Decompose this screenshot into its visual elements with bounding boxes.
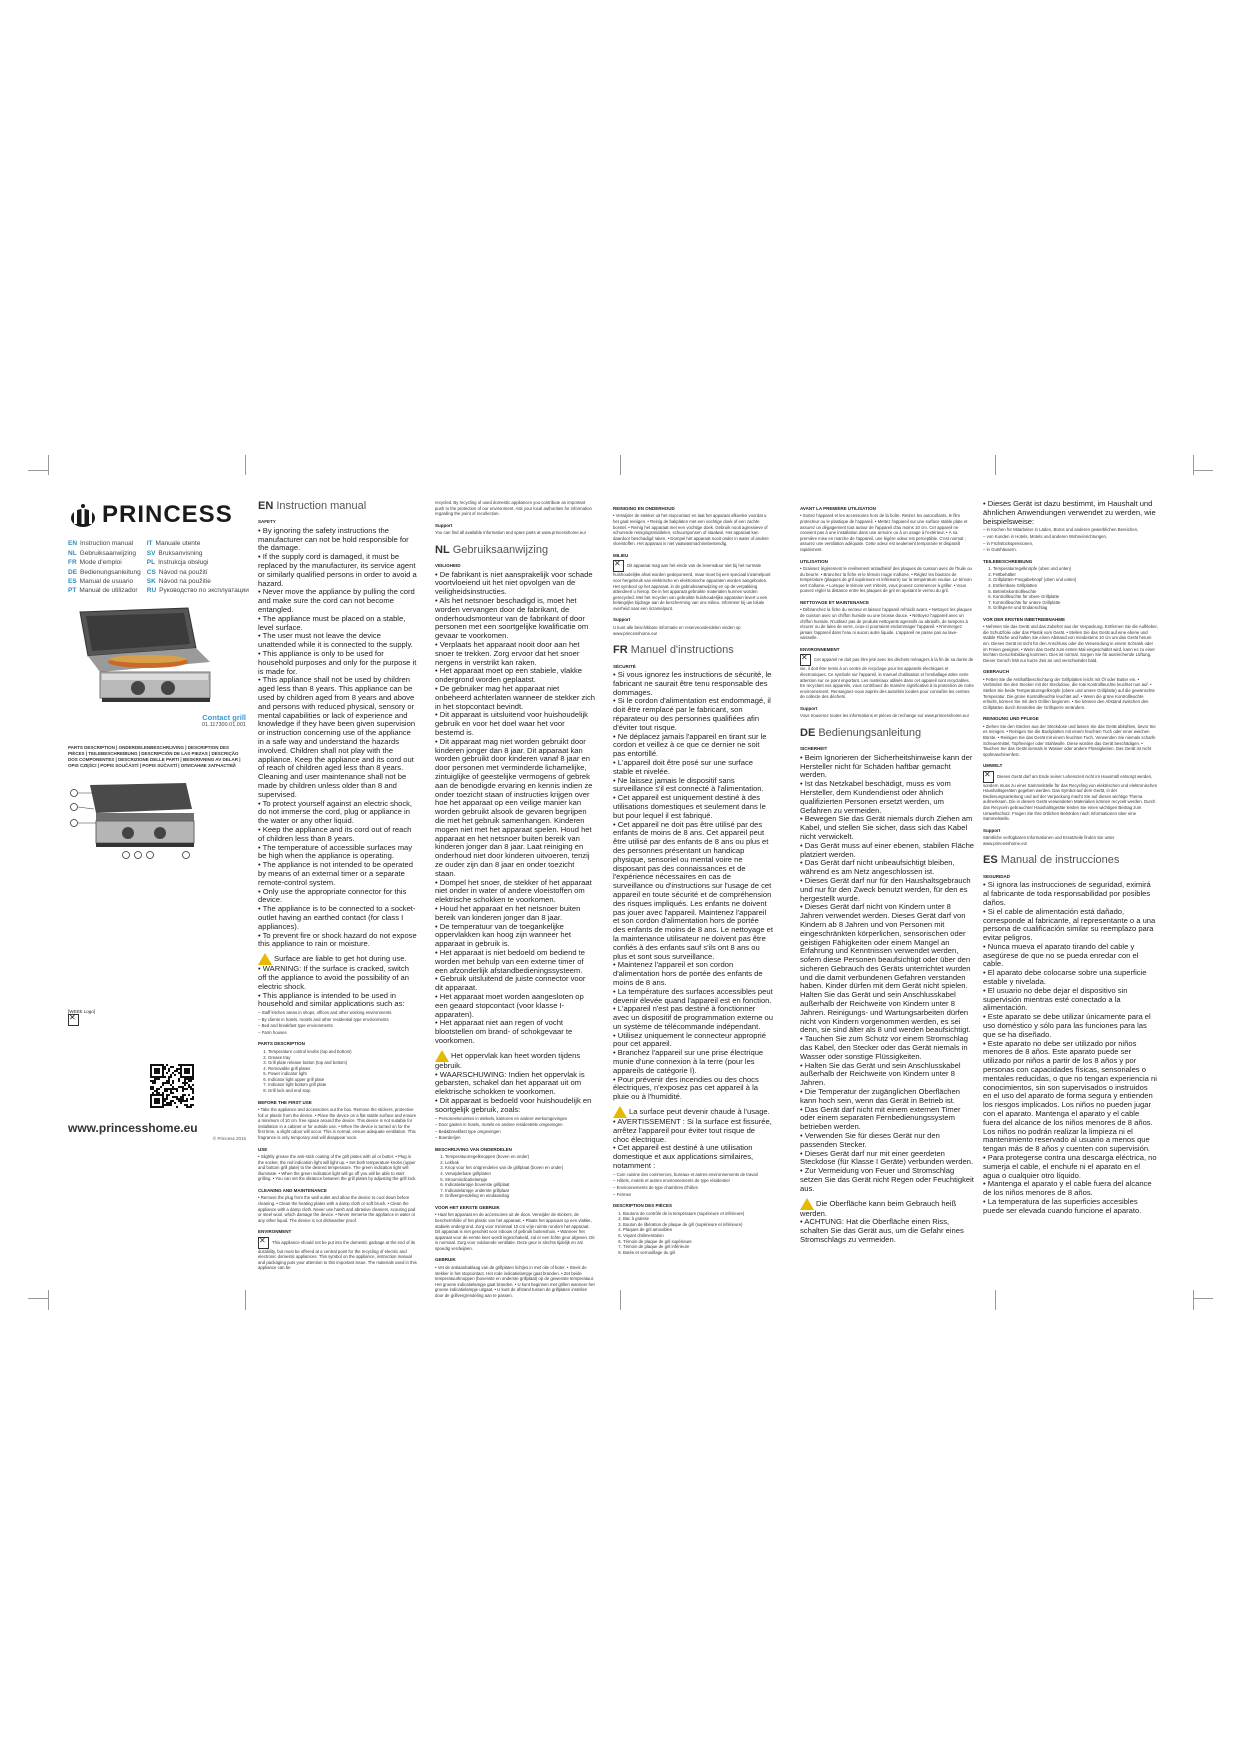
product-name: Contact grill — [202, 712, 246, 722]
de-support: Sämtliche verfügbaren Informationen und Ersatzteile finden Sie unter www.princesshome.eu! — [983, 835, 1115, 846]
en-env-cont: recycled. By recycling of used domestic appliances you contribute an important push to the protection of our environment. Ask your local authorities for information regarding the point of recollection. — [435, 500, 592, 517]
nl-use-head: GEBRUIK — [435, 1257, 456, 1263]
safety-item: • Das Gerät darf nicht mit einem externen Timer oder einem separaten Fernbedienungssystem betrieben werden. — [800, 1104, 961, 1132]
nl-env: ✕Dit apparaat mag aan het einde van de levensduur niet bij het normale huishoudelijke afval worden gedeponeerd, maar moet bij een speciaal inzamelpunt voor hergebruik van elektrische en elektronische apparaten worden aangeboden. Het symbool op het apparaat, in de gebruiksaanwijzing en op de verpakking attendeert u hierop. De in het apparaat gebruikte materialen kunnen worden gerecycled. Met het recyclen van gebruikte huishoudelijke apparaten levert u een belangrijke bijdrage aan de bescherming van ons milieu. Informeer bij uw lokale overheid naar een inzamelpunt. — [613, 560, 773, 611]
website-url[interactable]: www.princesshome.eu — [68, 1121, 198, 1136]
de-safety-head: SICHERHEIT — [800, 746, 828, 752]
language-item: NL Gebruiksaanwijzing — [68, 549, 137, 557]
de-cleaning: • Ziehen Sie den Stecker aus der Steckdose und lassen Sie das Gerät abkühlen, bevor Sie es reinigen. • Reinigen Sie die Backplatten mit einem feuchten Tuch oder einer weichen Bürste. • Reinigen Sie das Gerät mit einem feuchten Tuch. Verwenden Sie niemals scharfe Scheuermittel, Topfreiniger oder Stahlwolle. Diese würden das Gerät beschädigen. • Tauchen Sie das Gerät niemals in Wasser oder andere Flüssigkeiten. Das Gerät ist nicht spülmaschinenfest. — [983, 723, 1156, 757]
product-code: 01.117300.01.001 — [202, 721, 246, 728]
fr-support-head: Support — [800, 705, 818, 711]
safety-item: • This appliance shall not be used by children aged less than 8 years. This appliance can be used by children aged from 8 years and above and persons with reduced physical, sensory or mental capabilities or lack of experience and knowledge if they have been given supervision or instruction concerning use of the appliance in a safe way and understand the hazards involved. Children shall not play with the appliance. Keep the appliance and its cord out of reach of children aged less than 8 years. Cleaning and user maintenance shall not be made by children unless older than 8 and supervised. — [258, 675, 416, 799]
de-support-head: Support — [983, 827, 1001, 833]
part-item: 4. Plaques de gril amovibles — [623, 1227, 773, 1233]
use-item: – Door gasten in hotels, motels en andere residentiële omgevingen — [435, 1122, 563, 1128]
safety-item: • The appliance is not intended to be operated by means of an external timer or a separate remote-control system. — [258, 860, 413, 887]
fold-mark — [620, 455, 621, 475]
safety-item: • Pour prévenir des incendies ou des chocs électriques, n'exposez pas cet appareil à la pluie ou à l'humidité. — [613, 1074, 759, 1102]
weee-bin-icon — [613, 560, 624, 572]
de-env-head: UMWELT — [983, 763, 1003, 769]
fr-warning: • AVERTISSEMENT : Si la surface est fissurée, arrêtez l'appareil pour éviter tout risque de choc électrique. — [613, 1117, 772, 1144]
crop-mark — [1193, 1290, 1194, 1310]
weee-bin-icon — [983, 771, 994, 783]
safety-item: • Nunca mueva el aparato tirando del cable y asegúrese de que no se pueda enredar con el cable. — [983, 941, 1139, 969]
safety-item: • Cet appareil est uniquement destiné à des utilisations domestiques et seulement dans le but pour lequel il est fabriqué. — [613, 793, 766, 820]
brand-name: PRINCESS — [102, 501, 233, 528]
en-safety-list — [258, 527, 418, 949]
de-hot-surface: Die Oberfläche kann beim Gebrauch heiß werden. — [800, 1198, 957, 1218]
nl-cleaning: • Verwijder de stekker uit het stopcontact en laat het apparaat afkoelen voordat u het gaat reinigen. • Reinig de bakplaten met een vochtige doek of een zachte borstel. • Reinig het apparaat met een vochtige doek. Gebruik nooit agressieve of schurende reinigingsmiddelen, schuursponsen of staalwol. Het apparaat kan daardoor beschadigd raken. • Dompel het apparaat nooit onder in water of andere vloeistoffen. Het apparaat is niet vaatwasmachinebestendig. — [613, 513, 769, 547]
safety-item: • De temperatuur van de toegankelijke oppervlakken kan hoog zijn wanneer het apparaat in gebruik is. — [435, 921, 571, 949]
de-first-use-head: VOR DER ERSTEN INBETRIEBNAHME — [983, 616, 1066, 622]
nl-hot-surface: Het oppervlak kan heet worden tijdens gebruik. — [435, 1050, 581, 1070]
nl-first-use: • Haal het apparaat en de accessoires uit de doos. Verwijder de stickers, de beschermfolie of het plastic van het apparaat. • Plaats het apparaat op een vlakke, stabiele ondergrond. Zorg voor minimaal 10 cm vrije ruimte rondom het apparaat. Dit apparaat is niet geschikt voor inbouw of gebruik buitenshuis. • Wanneer het apparaat voor de eerste keer wordt ingeschakeld, zal er een lichte geur afgeven. Dit is normaal. Zorg voor voldoende ventilatie. Deze geur is slechts tijdelijk en zal spoedig verdwijnen. — [435, 1212, 595, 1251]
de-title: DE Bedienungsanleitung — [800, 726, 922, 739]
crop-mark — [1193, 470, 1213, 471]
en-use-head: USE — [258, 1146, 268, 1152]
use-item: – Bed and breakfast type environments — [258, 1023, 333, 1029]
part-item: 7. Kontrollleuchte für untere Grillplatte — [993, 600, 1158, 606]
de-intended: • Dieses Gerät ist dazu bestimmt, im Haushalt und ähnlichen Anwendungen verwendet zu werden, wie beispielsweise: — [983, 499, 1156, 526]
fr-env: ✕Cet appareil ne doit pas être jeté avec les déchets ménagers à la fin de sa durée de vie, il doit être remis à un centre de recyclage pour les appareils électriques et électroniques. Ce symbole sur l'appareil, le manuel d'utilisation et l'emballage attire votre attention sur ce point important. Les matériaux utilisés dans cet appareil sont recyclables. En recyclant vos appareils, vous contribuez de manière significative à la protection de notre environnement. Renseignez-vous auprès des autorités locales pour connaître les centres de collecte des déchets. — [800, 654, 975, 699]
en-intended: • This appliance is intended to be used in household and similar applications such as: — [258, 990, 405, 1009]
safety-item: • Het apparaat moet op een stabiele, vlakke ondergrond worden geplaatst. — [435, 666, 583, 685]
crop-mark — [28, 470, 48, 471]
safety-item: • Halten Sie das Gerät und sein Anschlusskabel außerhalb der Reichweite von Kindern unter 8 Jahren. — [800, 1060, 961, 1088]
safety-item: • Dit apparaat mag niet worden gebruikt door kinderen jonger dan 8 jaar. Dit apparaat kan worden gebruikt door kinderen vanaf 8 jaar en door personen met verminderde lichamelijke, zintuiglijke of geestelijke vermogens of gebrek aan de benodigde ervaring en kennis indien ze onder toezicht staan of instructies krijgen over hoe het apparaat op een veilige manier kan worden gebruikt alsook de gevaren begrijpen die met het gebruik samenhangen. Kinderen mogen niet met het apparaat spelen. Houd het apparaat en het netsnoer buiten bereik van kinderen jonger dan 8 jaar. Laat reiniging en onderhoud niet door kinderen uitvoeren, tenzij ze ouder zijn dan 8 jaar en onder toezicht staan. — [435, 736, 593, 878]
nl-panel — [435, 500, 595, 1298]
safety-item: • Dieses Gerät darf nicht von Kindern unter 8 Jahren verwendet werden. Dieses Gerät darf von Kindern ab 8 Jahren und von Personen mit eingeschränkten körperlichen, sensorischen oder geistigen Fähigkeiten oder einem Mangel an Erfahrung und Kenntnissen verwendet werden, sofern diese Personen beaufsichtigt oder über den sicheren Gebrauch des Geräts unterrichtet wurden und die damit verbundenen Gefahren verstanden haben. Kinder dürfen mit dem Gerät nicht spielen. Halten Sie das Gerät und sein Anschlusskabel außerhalb der Reichweite von Kindern unter 8 Jahren. Reinigungs- und Wartungsarbeiten dürfen nicht von Kindern vorgenommen werden, es sei denn, sie sind älter als 8 und werden beaufsichtigt. — [800, 902, 971, 1035]
nl-title: NL Gebruiksaanwijzing — [435, 543, 549, 556]
part-item: 2. Grease tray — [268, 1055, 418, 1061]
es-safety-head: SEGURIDAD — [983, 873, 1011, 879]
nl-safety-list — [435, 571, 595, 1046]
language-item: PL Instrukcja obsługi — [146, 559, 209, 567]
safety-item: • By ignoring the safety instructions the manufacturer can not be hold responsible for the damage. — [258, 525, 409, 553]
crop-mark — [48, 1290, 49, 1310]
nl-support-head: Support — [613, 617, 631, 623]
part-item: 4. Removable grill plates — [268, 1066, 418, 1072]
safety-item: • The user must not leave the device unattended while it is connected to the supply. — [258, 631, 413, 650]
safety-item: • Dit apparaat is uitsluitend voor huishoudelijk gebruik en voor het doel waar het voor bestemd is. — [435, 710, 588, 738]
en-first-use: • Take the appliance and accessories out the box. Remove the stickers, protective foil or plastic from the device. • Place the device on a flat stable surface and ensure a minimum of 10 cm. free space around the device. This device is not suitable for installation in a cabinet or for outside use. • When the device is turned on for the first time, a slight odour will occur. This is normal, ensure adequate ventilation. This fragrance is only temporary and will disappear soon. — [258, 1107, 417, 1140]
safety-item: • Beim Ignorieren der Sicherheitshinweise kann der Hersteller nicht für Schäden haftbar gemacht werden. — [800, 752, 973, 780]
safety-item: • Dieses Gerät darf nur für den Haushaltsgebrauch und nur für den Zweck benutzt werden, für den es hergestellt wurde. — [800, 875, 971, 903]
safety-item: • Tauchen Sie zum Schutz vor einem Stromschlag das Kabel, den Stecker oder das Gerät niemals in Wasser oder sonstige Flüssigkeiten. — [800, 1034, 968, 1061]
use-item: – Farm houses — [258, 1029, 287, 1035]
nl-uses-list — [435, 1116, 595, 1141]
safety-item: • Het apparaat is niet bedoeld om bediend te worden met behulp van een externe timer of een afzonderlijk afstandbedieningssysteem. — [435, 947, 585, 975]
safety-item: • L'appareil doit être posé sur une surface stable et nivelée. — [613, 757, 754, 776]
safety-item: • To protect yourself against an electric shock, do not immerse the cord, plug or appliance in the water or any other liquid. — [258, 798, 413, 826]
nl-intended: • Dit apparaat is bedoeld voor huishoudelijk en soortgelijk gebruik, zoals: — [435, 1095, 592, 1114]
fr-use-head: UTILISATION — [800, 558, 828, 564]
part-item: 8. Butée et verrouillage du gril — [623, 1250, 773, 1256]
safety-item: • El usuario no debe dejar el dispositivo sin supervisión mientras esté conectado a la alimentación. — [983, 985, 1128, 1013]
nl-support: U kunt alle beschikbare informatie en reserveonderdelen vinden op www.princesshome.eu! — [613, 624, 741, 636]
en-first-use-head: BEFORE THE FIRST USE — [258, 1099, 312, 1105]
en-uses-list — [258, 1010, 418, 1035]
safety-item: • Das Gerät darf nicht unbeaufsichtigt bleiben, während es am Netz angeschlossen ist. — [800, 858, 955, 877]
use-item: – By clients in hotels, motels and other residential type environments — [258, 1016, 389, 1022]
en-env-head: ENVIRONMENT — [258, 1229, 292, 1235]
fold-mark — [245, 1290, 246, 1310]
fold-mark — [245, 455, 246, 475]
safety-item: • La température des surfaces accessibles peut devenir élevée quand l'appareil est en fonction. — [613, 986, 773, 1005]
safety-item: • Utilisez uniquement le connecteur approprié pour cet appareil. — [613, 1030, 766, 1049]
safety-item: • Si le cordon d'alimentation est endommagé, il doit être remplacé par le fabricant, son réparateur ou des personnes qualifiées afin d'éviter tout risque. — [613, 696, 771, 732]
use-item: – Hôtels, motels et autres environnements de type résidentiel — [613, 1178, 730, 1184]
language-item: CS Návod na použití — [146, 568, 208, 576]
fr-env-head: ENVIRONNEMENT — [800, 646, 840, 652]
safety-item: • Houd het apparaat en het netsnoer buiten bereik van kinderen jonger dan 8 jaar. — [435, 903, 581, 922]
safety-item: • Este aparato se debe utilizar únicamente para el uso doméstico y sólo para las funciones para las que se ha diseñado. — [983, 1012, 1151, 1039]
part-item: 1. Boutons de contrôle de la température (supérieure et inférieure) — [623, 1211, 773, 1217]
safety-item: • De gebruiker mag het apparaat niet onbeheerd achterlaten wanneer de stekker zich in het stopcontact bevindt. — [435, 684, 595, 711]
crown-icon — [68, 502, 98, 528]
part-item: 3. Knop voor het ontgrendelen van de grillplaat (boven en onder) — [445, 1165, 595, 1171]
part-item: 2. Bac à graisse — [623, 1216, 773, 1222]
en-title: EN Instruction manual — [258, 500, 367, 512]
safety-item: • This appliance is only to be used for household purposes and only for the purpose it is made for. — [258, 649, 417, 676]
es-panel — [983, 500, 1158, 1265]
safety-item: • Si ignora las instrucciones de seguridad, eximirá al fabricante de toda responsabilidad por posibles daños. — [983, 880, 1151, 907]
safety-item: • The temperature of accessible surfaces may be high when the appliance is operating. — [258, 842, 413, 861]
parts-diagram — [68, 779, 203, 859]
fr-intended: • Cet appareil est destiné à une utilisation domestique et aux applications similaires, notamment : — [613, 1143, 754, 1171]
language-item: RU Руководство по эксплуатации — [146, 587, 249, 595]
language-item: ES Manual de usuario — [68, 577, 134, 585]
use-item: – Bed&breakfast type omgevingen — [435, 1128, 501, 1134]
safety-item: • Mantenga el aparato y el cable fuera del alcance de los niños menores de 8 años. — [983, 1179, 1152, 1198]
part-item: 4. Verwijderbare grillplaten — [445, 1171, 595, 1177]
fold-mark — [995, 455, 996, 475]
en-hot-surface: Surface are liable to get hot during use. — [258, 953, 418, 965]
crop-mark — [1193, 455, 1194, 475]
safety-item: • L'appareil n'est pas destiné à fonctionner avec un dispositif de programmation externe ou un système de télécommande indépendant. — [613, 1004, 773, 1031]
de-safety-list — [800, 754, 975, 1194]
fold-mark — [995, 1290, 996, 1310]
es-title: ES Manual de instrucciones — [983, 854, 1120, 867]
part-item: 5. Power indicator light — [268, 1071, 418, 1077]
language-item: FR Mode d'emploi — [68, 559, 122, 567]
safety-item: • Das Gerät muss auf einer ebenen, stabilen Fläche platziert werden. — [800, 840, 975, 859]
de-cleaning-head: REINIGUNG UND PFLEGE — [983, 716, 1039, 722]
safety-item: • If the supply cord is damaged, it must be replaced by the manufacturer, its service agent or similarly qualified persons in order to avoid a hazard. — [258, 552, 417, 588]
de-uses-list — [983, 527, 1158, 552]
es-safety-list — [983, 881, 1158, 1215]
product-image — [68, 604, 218, 709]
safety-item: • The appliance is to be connected to a socket-outlet having an earthed contact (for class I appliances). — [258, 904, 416, 931]
part-item: 3. Bouton de libération de plaque de gril (supérieure et inférieure) — [623, 1222, 773, 1228]
language-item: SV Bruksanvisning — [146, 549, 203, 557]
safety-item: • Verwenden Sie für dieses Gerät nur den passenden Stecker. — [800, 1131, 940, 1149]
fr-title: FR Manuel d'instructions — [613, 644, 734, 657]
part-item: 5. Voyant d'alimentation — [623, 1233, 773, 1239]
fr-uses-list — [613, 1172, 773, 1197]
fr-first-use-head: AVANT LA PREMIÈRE UTILISATION — [800, 506, 876, 511]
safety-item: • To prevent fire or shock hazard do not expose this appliance to rain or moisture. — [258, 930, 417, 949]
en-panel — [258, 500, 418, 1271]
en-safety-head: SAFETY — [258, 519, 276, 525]
cover-panel — [68, 500, 249, 1265]
safety-item: • Si vous ignorez les instructions de sécurité, le fabricant ne saurait être tenu responsable des dommages. — [613, 670, 772, 697]
en-warning: • WARNING: If the surface is cracked, switch off the appliance to avoid the possibility of an electric shock. — [258, 964, 409, 991]
fr-cleaning-head: NETTOYAGE ET MAINTENANCE — [800, 599, 870, 605]
safety-item: • Bewegen Sie das Gerät niemals durch Ziehen am Kabel, und stellen Sie sicher, dass sich das Kabel nicht verwickelt. — [800, 814, 973, 841]
part-item: 2. Lekbak — [445, 1160, 595, 1166]
use-item: – in Gutshäusern. — [983, 547, 1017, 553]
weee-bin-icon — [800, 654, 811, 666]
safety-item: • Cet appareil ne doit pas être utilisé par des enfants de moins de 8 ans. Cet appareil peut être utilisé par des enfants de 8 ans ou plus et des personnes présentant un handicap physique, sensoriel ou mental voire ne disposant pas des connaissances et de l'expérience nécessaires en cas de surveillance ou d'instructions sur l'usage de cet appareil en toute sécurité et de compréhension des risques impliqués. Les enfants ne doivent pas jouer avec l'appareil. Maintenez l'appareil et son cordon d'alimentation hors de portée des enfants de moins de 8 ans. Le nettoyage et la maintenance utilisateur ne doivent pas être confiés à des enfants sauf s'ils ont 8 ans ou plus et sont sous surveillance. — [613, 819, 774, 961]
safety-item: • Dompel het snoer, de stekker of het apparaat niet onder in water of andere vloeistoffen om elektrische schokken te voorkomen. — [435, 877, 592, 905]
language-item: PT Manual de utilizador — [68, 587, 138, 595]
en-support: You can find all available information and spare parts at www.princesshome.eu! — [435, 530, 586, 536]
copyright: © Princess 2015 — [212, 1135, 246, 1141]
safety-item: • Ne déplacez jamais l'appareil en tirant sur le cordon et veillez à ce que ce dernier ne soit pas entortillé. — [613, 731, 767, 759]
use-item: – Coin cuisine des commerces, bureaux et autres environnements de travail — [613, 1171, 758, 1177]
de-warning: • ACHTUNG: Hat die Oberfläche einen Riss, schalten Sie das Gerät aus, um die Gefahr eines Stromschlags zu vermeiden. — [800, 1217, 964, 1244]
part-item: 6. Indicatielampje bovenste grillplaat — [445, 1182, 595, 1188]
en-parts-list — [258, 1049, 418, 1094]
part-item: 1. Temperatuurregelknoppen (boven en onder) — [445, 1154, 595, 1160]
nl-use: • Vet de antiaanbaklaag van de grillplaten lichtjes in met olie of boter. • Steek de stekker in het stopcontact. Het rode indicatielampje gaat branden. • Zet beide temperatuurknoppen (bovenste en onderste grillplaat) op de gewenste temperatuur. Het groene indicatielampje gaat branden. • U kunt beginnen met grillen wanneer het groene indicatielampje uitgaat. • U kunt de afstand tussen de grillplaten instellen door de grillvergrendeling aan te passen. — [435, 1264, 595, 1298]
safety-item: • Het apparaat niet aan regen of vocht blootstellen om brand- of schokgevaar te voorkomen. — [435, 1018, 573, 1045]
fr-safety-list — [613, 671, 773, 1102]
language-item: DE Bedienungsanleitung — [68, 568, 141, 576]
en-support-head: Support — [435, 522, 453, 528]
fr-parts-list — [613, 1211, 773, 1256]
language-item: SK Návod na použitie — [146, 577, 211, 585]
nl-parts-list — [435, 1154, 595, 1199]
fr-use: • Graissez légèrement le revêtement antiadhésif des plaques de cuisson avec de l'huile ou du beurre. • Branchez la fiche et le témoin rouge s'allume. • Réglez les boutons de température (plaques de gril supérieure et inférieure) sur la température voulue. Le témoin vert s'allume. • Lorsque le témoin vert s'éteint, vous pouvez commencer à griller. • Vous pouvez régler la distance entre les plaques de gril en ajustant le verrou du gril. — [800, 566, 972, 594]
part-item: 6. Kontrollleuchte für obere Grillplatte — [993, 594, 1158, 600]
part-item: 1. Temperature control knobs (top and bottom) — [268, 1049, 418, 1055]
safety-item: • Als het netsnoer beschadigd is, moet het worden vervangen door de fabrikant, de onderhoudsmonteur van de fabrikant of door personen met een soortgelijke kwalificatie om gevaar te voorkomen. — [435, 596, 589, 641]
part-item: 8. Grill lock and end stop — [268, 1088, 418, 1094]
use-item: – Fermes — [613, 1191, 632, 1197]
en-cleaning: • Remove the plug from the wall outlet and allow the device to cool down before cleaning. • Clean the heating plates with a damp cloth or soft brush. • Clean the appliance with a damp cloth. Never use harsh and abrasive cleaners, scouring pad or steel wool, which damage the device. • Never immerse the appliance in water or any other liquid. The device is not dishwasher proof. — [258, 1195, 416, 1223]
part-item: 8. Grillvergrendeling en eindaanslag — [445, 1193, 595, 1199]
part-item: 8. Grillsperre und Endanschlag — [993, 605, 1158, 611]
safety-item: • The appliance must be placed on a stable, level surface. — [258, 613, 406, 632]
nl-parts-head: BESCHRIJVING VAN ONDERDELEN — [435, 1146, 512, 1152]
fr-panel — [613, 500, 773, 1265]
safety-item: • La temperatura de las superficies accesibles puede ser elevada cuando funcione el aparato. — [983, 1197, 1142, 1215]
part-item: 5. Betriebskontrollleuchte — [993, 589, 1158, 595]
safety-item: • Este aparato no debe ser utilizado por niños menores de 8 años. Este aparato puede ser utilizado por niños a partir de los 8 años y por personas con capacidades físicas, sensoriales o mentales reducidas, o que no tengan experiencia ni conocimientos, sin son supervisados o instruidos en el uso del aparato de forma segura y entienden los riesgos implicados. Los niños no pueden jugar con el aparato. Mantenga el aparato y el cable fuera del alcance de los niños menores de 8 años. Los niños no podrán realizar la limpieza ni el mantenimiento reservado al usuario a menos que tengan más de 8 años y cuenten con supervisión. — [983, 1038, 1157, 1154]
language-item: EN Instruction manual — [68, 540, 134, 548]
part-item: 3. Grill plate release button (top and bottom) — [268, 1060, 418, 1066]
nl-cleaning-head: REINIGING EN ONDERHOUD — [613, 506, 675, 511]
part-item: 3. Grillplatten-Freigabeknopf (oben und unten) — [993, 577, 1158, 583]
part-item: 7. Témoin de plaque de gril inférieure — [623, 1244, 773, 1250]
safety-item: • Ne laissez jamais le dispositif sans surveillance s'il est connecté à l'alimentation. — [613, 775, 764, 794]
parts-header: PARTS DESCRIPTION | ONDERDELENBESCHRIJVING | DESCRIPTION DES PIÈCES | TEILEBESCHREIBUNG | DESCRIPCIÓN DE LAS PIEZAS | DESCRIÇÃO DOS COMPONENTES | DESCRIZIONE DELLE PARTI | BESKRIVNING AV DELAR | OPIS CZĘŚCI | POPIS SOUČÁSTÍ | POPIS SÚČASTÍ | ОПИСАНИЕ ЗАПЧАСТЕЙ — [68, 744, 241, 768]
part-item: 6. Témoin de plaque de gril supérieure — [623, 1239, 773, 1245]
weee-bin-icon — [258, 1237, 269, 1249]
safety-item: • Het apparaat moet worden aangesloten op een geaard stopcontact (voor klasse I-apparaten). — [435, 991, 584, 1019]
safety-item: • Ist das Netzkabel beschädigt, muss es vom Hersteller, dem Kundendienst oder ähnlich qualifizierten Personen ersetzt werden, um Gefahren zu vermeiden. — [800, 779, 951, 815]
de-parts-head: TEILEBESCHREIBUNG — [983, 558, 1033, 564]
safety-item: • Si el cable de alimentación está dañado, corresponde al fabricante, al representante o a una persona de cualificación similar su reemplazo para evitar peligros. — [983, 906, 1156, 943]
safety-item: • Gebruik uitsluitend de juiste connector voor dit apparaat. — [435, 974, 586, 993]
language-list — [68, 539, 249, 596]
crop-mark — [1193, 1298, 1213, 1299]
qr-code — [150, 1064, 194, 1108]
part-item: 7. Indicator light bottom grill plate — [268, 1082, 418, 1088]
safety-item: • Para protegerse contra una descarga eléctrica, no sumerja el cable, el enchufe ni el aparato en el agua o cualquier otro líquido. — [983, 1153, 1157, 1180]
fold-mark — [620, 1290, 621, 1310]
de-env: ✕Dieses Gerät darf am Ende seiner Lebenszeit nicht im Hausmüll entsorgt werden, sondern muss zu einer Sammelstelle für das Recycling von elektrischen und elektronischen Haushaltsgeräten gegeben werden. Das Symbol auf dem Gerät, in der Bedienungsanleitung und auf der Verpackung macht Sie auf dieses wichtige Thema aufmerksam. Die in diesem Gerät verwendeten Materialien können recycelt werden. Durch das Recyceln gebrauchter Haushaltsgeräte leisten Sie einen wichtigen Beitrag zum Umweltschutz. Fragen Sie Ihre örtlichen Behörden nach Informationen über eine Sammelstelle. — [983, 771, 1158, 822]
part-item: 1. Temperaturregelknöpfe (oben und unten) — [993, 566, 1158, 572]
safety-item: • Maintenez l'appareil et son cordon d'alimentation hors de portée des enfants de moins de 8 ans. — [613, 960, 763, 987]
fr-parts-head: DESCRIPTION DES PIÈCES — [613, 1203, 673, 1209]
use-item: – Personeelsruimtes in winkels, kantoren en andere werkomgevingen — [435, 1115, 568, 1121]
safety-item: • Branchez l'appareil sur une prise électrique munie d'une connexion à la terre (pour les appareils de catégorie I). — [613, 1048, 764, 1075]
safety-item: • Keep the appliance and its cord out of reach of children less than 8 years. — [258, 824, 412, 843]
safety-item: • Dieses Gerät darf nur mit einer geerdeten Steckdose (für Klasse I Geräte) verbunden werden. — [800, 1148, 974, 1167]
use-item: – Environnements de type chambres d'hôtes — [613, 1185, 698, 1190]
use-item: – in Küchen für Mitarbeiter in Läden, Büros und anderen gewerblichen Bereichen, — [983, 527, 1139, 533]
de-first-use: • Nehmen Sie das Gerät und das Zubehör aus der Verpackung. Entfernen Sie die Aufkleber, die Schutzfolie oder das Plastik vom Gerät. • Stellen Sie das Gerät auf eine ebene und stabile Fläche und halten Sie einen Abstand von mindestens 10 cm um das Gerät herum ein. Dieses Gerät ist nicht für den Anschluss oder die Verwendung in einem Schrank oder im Freien geeignet. • Wenn das Gerät zum ersten Mal eingeschaltet wird, kann es zu einer leichten Geruchsbildung kommen. Dies ist normal. Sorgen Sie für ausreichende Lüftung. Dieser Geruch hält nur kurze Zeit an und verschwindet bald. — [983, 624, 1158, 663]
de-parts-list — [983, 566, 1158, 611]
fr-safety-head: SÉCURITÉ — [613, 663, 636, 669]
part-item: 7. Indicatielampje onderste grillplaat — [445, 1188, 595, 1194]
use-item: – Boerderijen — [435, 1135, 461, 1141]
language-item: IT Manuale utente — [146, 540, 201, 548]
part-item: 5. Stroomindicatielampje — [445, 1177, 595, 1183]
safety-item: • Only use the appropriate connector for this device. — [258, 886, 407, 905]
safety-item: • Never move the appliance by pulling the cord and make sure the cord can not become entangled. — [258, 587, 415, 615]
en-env: ✕This appliance should not be put into the domestic garbage at the end of its durability, but must be offered at a central point for the recycling of electric and electronic domestic appliances. This symbol on the appliance, instruction manual and packaging puts your attention to this important issue. The materials used in this appliance can be — [258, 1237, 418, 1271]
en-use: • Slightly grease the anti-stick coating of the grill plates with oil or butter. • Plug in the socket, the red indication light will light up. • Set both temperature knobs (upper and bottom grill plate) to the desired temperature. The green indication light will illuminate. • When the green indication light will go off you will be able to start grilling. • You can set the distance between the grill plates by adjusting the grill lock. — [258, 1153, 417, 1182]
fr-hot-surface: La surface peut devenir chaude à l'usage. — [613, 1106, 773, 1118]
en-cleaning-head: CLEANING AND MAINTENANCE — [258, 1187, 327, 1193]
nl-env-head: MILIEU — [613, 552, 629, 558]
safety-item: • De fabrikant is niet aansprakelijk voor schade voortvloeiend uit het niet opvolgen van de veiligheidsinstructies. — [435, 569, 593, 597]
manual-sheet — [68, 499, 1171, 1298]
nl-safety-head: VEILIGHEID — [435, 563, 461, 569]
weee-bin-icon — [68, 1014, 79, 1026]
crop-mark — [28, 1298, 48, 1299]
use-item: – von Kunden in Hotels, Motels und anderen Wohneinrichtungen, — [983, 533, 1108, 539]
nl-warning: • WAARSCHUWING: Indien het oppervlak is gebarsten, schakel dan het apparaat uit om elektrische schokken te voorkomen. — [435, 1069, 585, 1097]
fr-cleaning: • Débranchez la fiche du secteur et laissez l'appareil refroidir avant. • Nettoyez les plaques de cuisson avec un chiffon humide ou une brosse douce. • Nettoyez l'appareil avec un chiffon humide. N'utilisez pas de produits nettoyants agressifs ou abrasifs, de tampons à récurer ou de laine de verre, ceux-ci pourraient endommager l'appareil. • N'immergez jamais l'appareil dans l'eau ni aucun autre liquide. L'appareil ne passe pas au lave-vaisselle. — [800, 607, 972, 641]
de-panel — [800, 500, 975, 1265]
crop-mark — [48, 455, 49, 475]
use-item: – Staff kitchen areas in shops, offices and other working environments — [258, 1010, 392, 1016]
part-item: 2. Fettbehälter — [993, 572, 1158, 578]
de-use: • Fetten Sie die Antihaftbeschichtung der Grillplatten leicht mit Öl oder Butter ein. • Verbinden Sie den Stecker mit der Steckdose, die rote Kontrollleuchte leuchtet nun auf. • Stellen Sie beide Temperaturregelknöpfe (obere und untere Grillplatte) auf die gewünschte Temperatur. Die grüne Kontrollleuchte leuchtet auf. • Wenn die grüne Kontrollleuchte erlischt, können Sie mit dem Grillen beginnen. • Sie können den Abstand zwischen den Grillplatten durch Einstellen der Grillsperre verändern. — [983, 676, 1155, 710]
brand-logo — [68, 500, 246, 529]
safety-item: • Zur Vermeidung von Feuer und Stromschlag setzen Sie das Gerät nicht Regen oder Feuchtigkeit aus. — [800, 1166, 974, 1193]
fr-support: Vous trouverez toutes les informations et pièces de rechange sur www.princesshome.eu! — [800, 713, 969, 719]
de-use-head: GEBRAUCH — [983, 669, 1010, 675]
fr-first-use: • Sortez l'appareil et les accessoires hors de la boîte. Retirez les autocollants, le film protecteur ou le plastique de l'appareil. • Mettez l'appareil sur une surface stable plate et assurez un dégagement tout autour de l'appareil d'au moins 10 cm. Cet appareil ne convient pas à une installation dans une armoire ou à un usage à l'extérieur. • À sa première mise en marche de l'appareil, une légère odeur est perceptible. C'est normal ; assurez une ventilation adéquate. Cette odeur est seulement temporaire et disparaît rapidement. — [800, 513, 968, 552]
nl-first-use-head: VOOR HET EERSTE GEBRUIK — [435, 1204, 500, 1210]
weee-logo-label: [WEEE Logo] ✕ — [68, 1009, 246, 1026]
safety-item: • El aparato debe colocarse sobre una superficie estable y nivelada. — [983, 968, 1147, 987]
en-parts-head: PARTS DESCRIPTION — [258, 1041, 305, 1047]
part-item: 6. Indicator light upper grill plate — [268, 1077, 418, 1083]
part-item: 4. Entfernbare Grillplatten — [993, 583, 1158, 589]
use-item: – in Frühstückspensionen, — [983, 540, 1034, 546]
safety-item: • Verplaats het apparaat nooit door aan het snoer te trekken. Zorg ervoor dat het snoer nergens in verstrikt kan raken. — [435, 640, 580, 667]
safety-item: • Die Temperatur der zugänglichen Oberflächen kann hoch sein, wenn das Gerät in Betrieb ist. — [800, 1087, 960, 1105]
